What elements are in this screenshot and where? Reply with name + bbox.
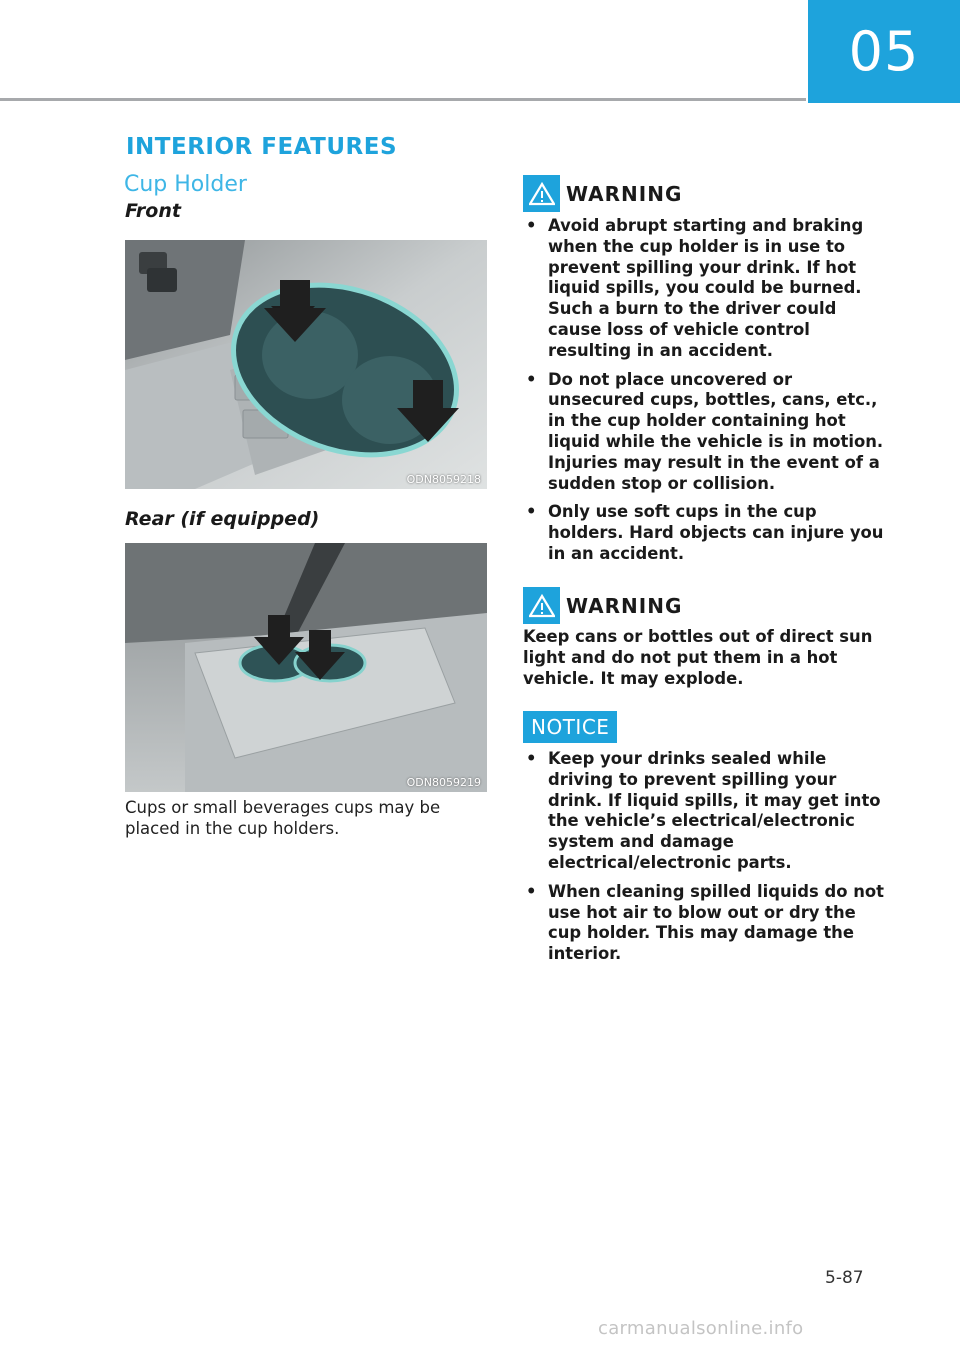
cup-holder-description: Cups or small beverages cups may be placed in the cup holders. bbox=[125, 798, 441, 838]
notice-heading: NOTICE bbox=[523, 711, 617, 743]
warning-1-header bbox=[523, 175, 893, 212]
front-image-code: ODN8059218 bbox=[406, 473, 481, 486]
warning-2-text: Keep cans or bottles out of direct sun light and do not put them in a hot vehicle. It may explode. bbox=[523, 627, 873, 688]
warning-triangle-icon bbox=[523, 175, 560, 212]
cup-holder-title: Cup Holder bbox=[124, 172, 247, 197]
chapter-tab bbox=[808, 0, 960, 103]
warning-triangle-icon bbox=[523, 587, 560, 624]
warning-2 bbox=[523, 587, 893, 689]
chapter-number: 05 bbox=[848, 20, 920, 83]
warning-2-header bbox=[523, 587, 893, 624]
section-title: INTERIOR FEATURES bbox=[126, 134, 398, 160]
rear-label: Rear (if equipped) bbox=[125, 508, 320, 530]
warning-1-list bbox=[523, 216, 893, 565]
warning-1 bbox=[523, 175, 893, 573]
warning-1-item: • Only use soft cups in the cup holders. Hard objects can injure you in an accident. bbox=[523, 502, 893, 564]
warning-1-item: • Do not place uncovered or unsecured cups, bottles, cans, etc., in the cup holder containing hot liquid while the vehicle is in motion. Injuries may result in the event of a sudden stop or collision. bbox=[523, 370, 893, 495]
front-label: Front bbox=[125, 200, 181, 222]
notice-item: • Keep your drinks sealed while driving to prevent spilling your drink. If liquid spills, it may get into the vehicle’s electrical/electronic system and damage electrical/electronic parts. bbox=[523, 749, 893, 874]
warning-1-item: • Avoid abrupt starting and braking when the cup holder is in use to prevent spilling your drink. If hot liquid spills, you could be burned. Such a burn to the driver could cause loss of vehicle control resulting in an accident. bbox=[523, 216, 893, 362]
warning-2-heading: WARNING bbox=[566, 593, 683, 618]
rear-cup-holder-photo bbox=[125, 543, 487, 792]
page-number: 5-87 bbox=[825, 1268, 864, 1288]
notice bbox=[523, 711, 893, 973]
watermark: carmanualsonline.info bbox=[598, 1318, 804, 1339]
rear-image-code: ODN8059219 bbox=[406, 776, 481, 789]
front-cup-holder-photo bbox=[125, 240, 487, 489]
warning-1-heading: WARNING bbox=[566, 181, 683, 206]
notice-list bbox=[523, 749, 893, 965]
header-rule bbox=[0, 98, 806, 101]
notice-item: • When cleaning spilled liquids do not use hot air to blow out or dry the cup holder. This may damage the interior. bbox=[523, 882, 893, 965]
